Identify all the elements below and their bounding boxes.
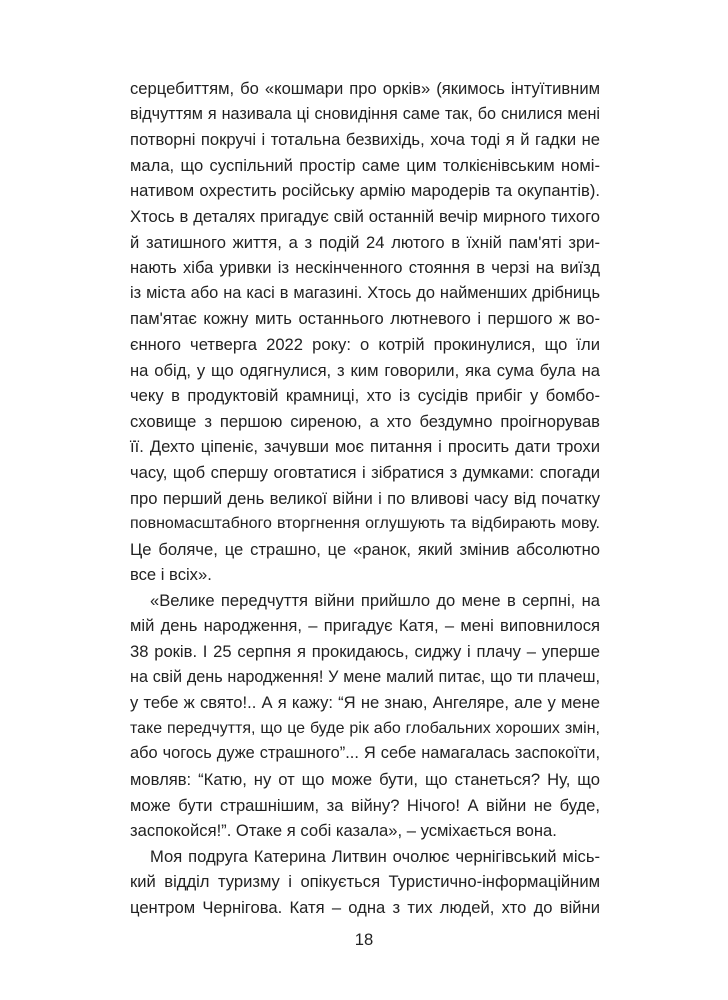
text-line: потворні покручі і тотальна безвихідь, хоча тоді я й гадки не [130, 130, 600, 150]
text-line: може бути страшнішим, за війну? Нічого! А війни не буде, [130, 795, 600, 815]
text-line: єнного четверга 2022 року: о котрій прокинулися, що їли [130, 334, 600, 354]
text-line: й затишного життя, а з подій 24 лютого в їхній пам'яті зри- [130, 232, 600, 252]
page-number: 18 [354, 930, 374, 949]
text-line: Це боляче, це страшно, це «ранок, який змінив абсолютно [130, 539, 600, 559]
body-text [130, 76, 600, 921]
text-line: на обід, у що одягнулися, з ким говорили, яка сума була на [130, 360, 600, 380]
text-line: кий відділ туризму і опікується Туристично-інформаційним [130, 872, 600, 892]
text-line: пам'ятає кожну мить останнього лютневого і першого ж во- [130, 309, 600, 329]
text-line: або чогось дуже страшного”... Я себе намагалась заспокоїти, [130, 744, 600, 763]
text-line: відчуттям я називала ці сновидіння саме так, бо снилися мені [130, 104, 600, 123]
text-line: нативом охрестить російську армію мародерів та окупантів). [130, 181, 600, 201]
text-line: заспокойся!”. Отаке я собі казала», – усміхається вона. [130, 821, 557, 841]
text-line: нають хіба уривки із нескінченного стояння в черзі на виїзд [130, 258, 600, 278]
text-line: її. Дехто ціпеніє, зачувши моє питання і просить дати трохи [130, 437, 600, 457]
text-line: повномасштабного вторгнення оглушують та відбирають мову. [130, 515, 600, 533]
text-line: все і всіх». [130, 565, 212, 585]
text-line: сховище з першою сиреною, а хто бездумно проігнорував [130, 411, 600, 431]
text-line: Моя подруга Катерина Литвин очолює чернігівський місь- [150, 846, 600, 866]
text-line: мала, що суспільний простір саме цим толкієнівським номі- [130, 155, 600, 175]
text-line: у тебе ж свято!.. А я кажу: “Я не знаю, Ангеляре, але у мене [130, 693, 600, 713]
text-line: центром Чернігова. Катя – одна з тих людей, хто до війни [130, 898, 600, 917]
text-line: Хтось в деталях пригадує свій останній вечір мирного тихого [130, 206, 600, 226]
text-line: мій день народження, – пригадує Катя, – мені виповнилося [130, 616, 600, 636]
text-line: на свій день народження! У мене малий питає, що ти плачеш, [130, 667, 600, 686]
text-line: про перший день великої війни і по вливові часу від початку [130, 488, 600, 508]
text-line: таке передчуття, що це буде рік або глобальних хороших змін, [130, 719, 600, 737]
text-line: мовляв: “Катю, ну от що може бути, що станеться? Ну, що [130, 770, 600, 790]
text-line: чеку в продуктовій крамниці, хто із сусідів прибіг у бомбо- [130, 386, 600, 406]
text-line: «Велике передчуття війни прийшло до мене в серпні, на [150, 590, 600, 610]
text-line: часу, щоб спершу оговтатися і зібратися з думками: спогади [130, 462, 600, 482]
text-line: серцебиттям, бо «кошмари про орків» (якимось інтуїтивним [130, 79, 600, 98]
text-line: 38 років. І 25 серпня я прокидаюсь, сиджу і плачу – уперше [130, 642, 600, 662]
text-line: із міста або на касі в магазині. Хтось до найменших дрібниць [130, 283, 600, 302]
